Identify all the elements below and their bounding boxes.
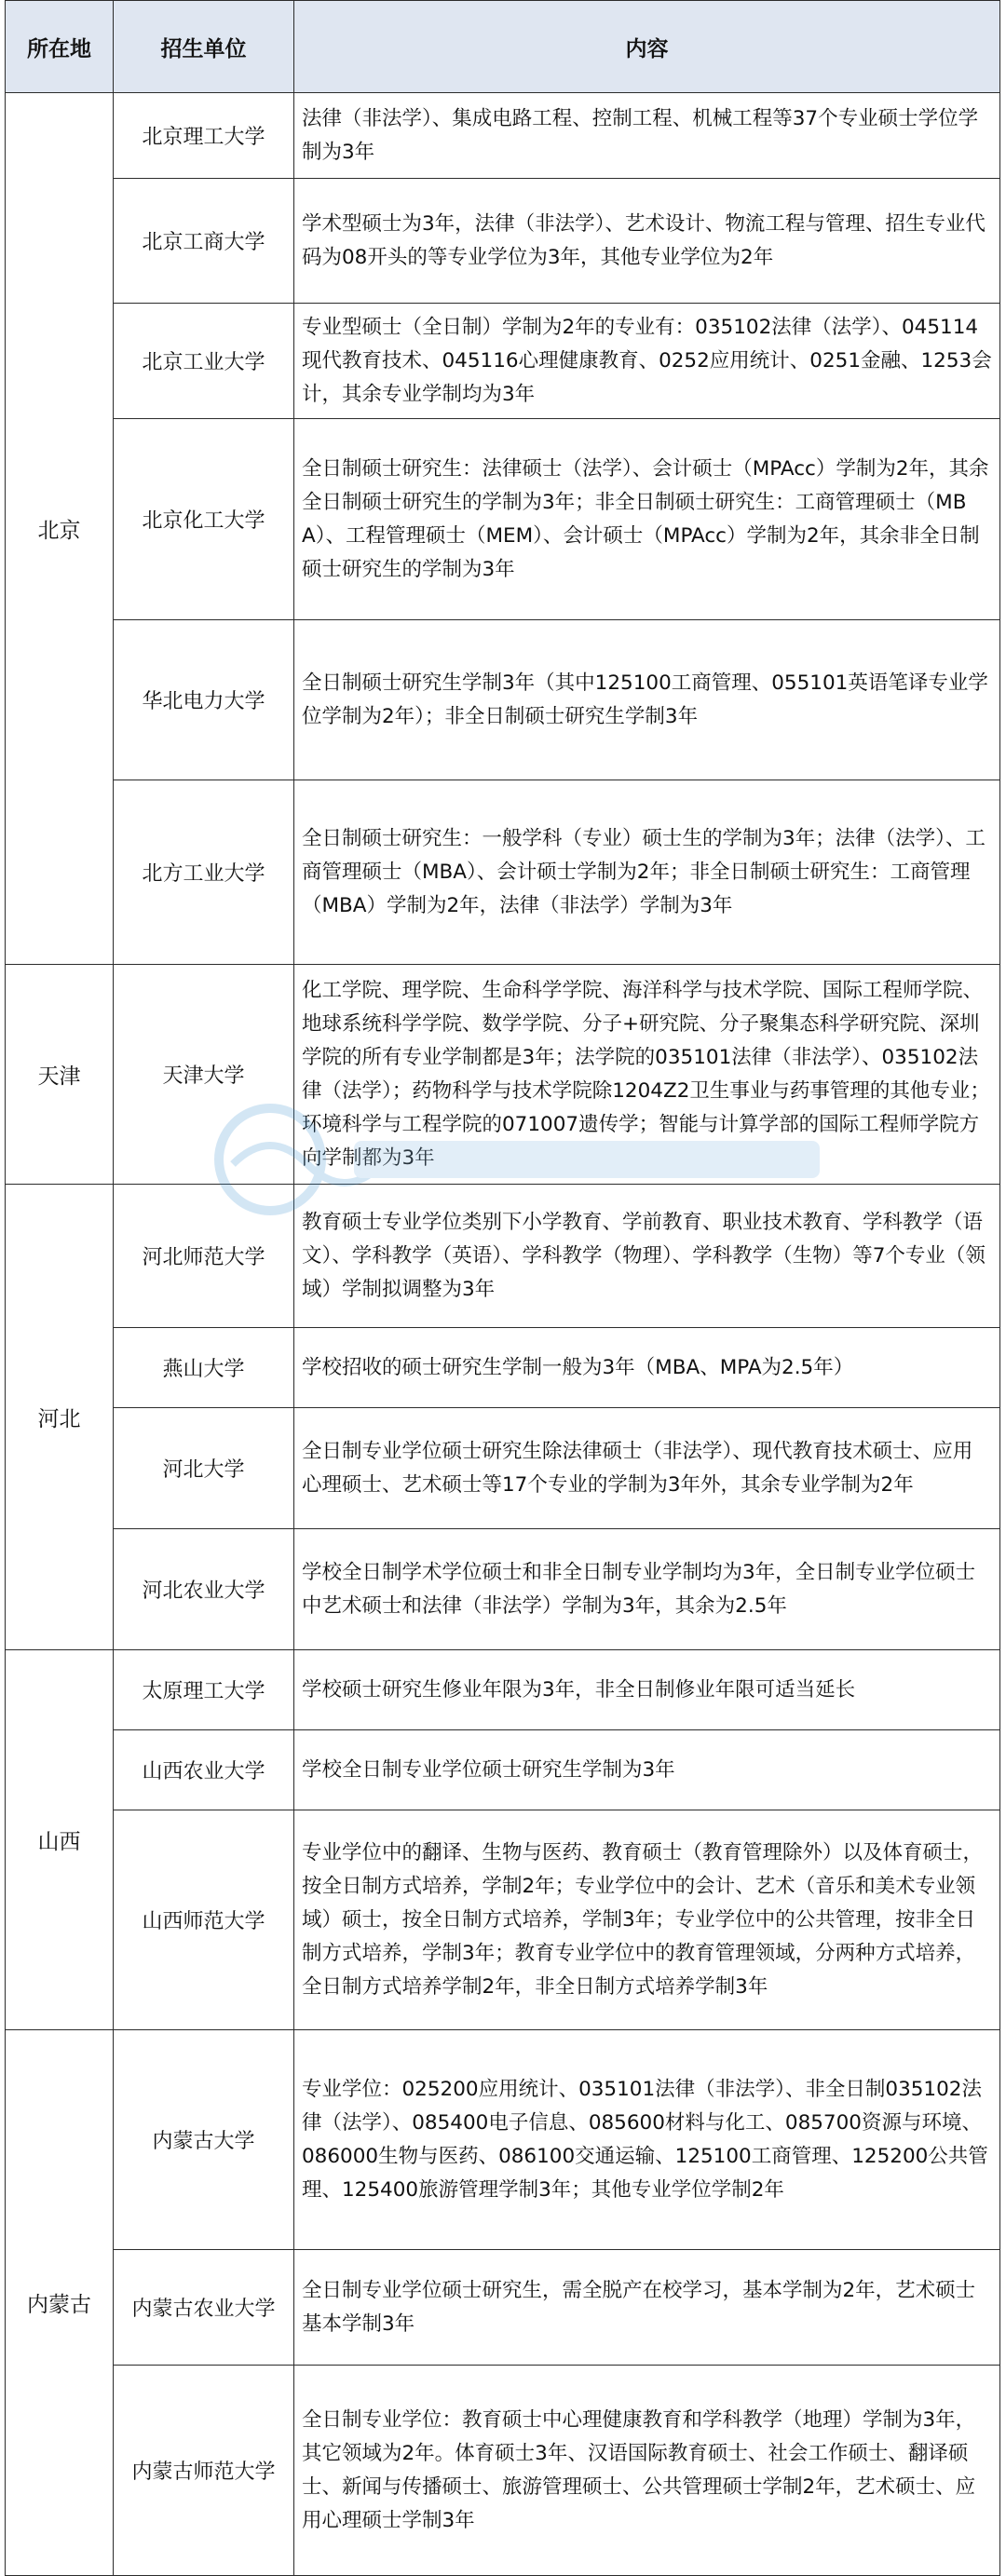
- content-cell: 全日制硕士研究生学制3年（其中125100工商管理、055101英语笔译专业学位学制为2年）；非全日制硕士研究生学制3年: [294, 620, 1000, 780]
- table-row: [6, 780, 1000, 965]
- table-row: [6, 965, 1000, 1185]
- content-cell: 学校全日制学术学位硕士和非全日制专业学制均为3年，全日制专业学位硕士中艺术硕士和法律（非法学）学制为3年，其余为2.5年: [294, 1529, 1000, 1650]
- table-row: [6, 1650, 1000, 1730]
- region-cell: 天津: [6, 965, 114, 1185]
- table-header-row: [6, 1, 1000, 93]
- content-cell: 专业学位中的翻译、生物与医药、教育硕士（教育管理除外）以及体育硕士，按全日制方式培养，学制2年；专业学位中的会计、艺术（音乐和美术专业领域）硕士，按全日制方式培养，学制3年；专业学位中的公共管理，按非全日制方式培养，学制3年；教育专业学位中的教育管理领域，分两种方式培养，全日制方式培养学制2年，非全日制方式培养学制3年: [294, 1810, 1000, 2030]
- school-cell: 北京工商大学: [114, 179, 294, 304]
- program-duration-table: [5, 0, 1000, 2576]
- school-cell: 山西师范大学: [114, 1810, 294, 2030]
- table-row: [6, 1730, 1000, 1810]
- table-row: [6, 93, 1000, 179]
- region-cell: 河北: [6, 1185, 114, 1650]
- table-row: [6, 304, 1000, 419]
- school-cell: 北方工业大学: [114, 780, 294, 965]
- content-cell: 全日制硕士研究生：法律硕士（法学）、会计硕士（MPAcc）学制为2年，其余全日制硕士研究生的学制为3年；非全日制硕士研究生：工商管理硕士（MBA）、工程管理硕士（MEM）、会计硕士（MPAcc）学制为2年，其余非全日制硕士研究生的学制为3年: [294, 419, 1000, 620]
- table-row: [6, 620, 1000, 780]
- table-row: [6, 1185, 1000, 1328]
- content-cell: 专业学位：025200应用统计、035101法律（非法学）、非全日制035102法律（法学）、085400电子信息、085600材料与化工、085700资源与环境、086000生物与医药、086100交通运输、125100工商管理、125200公共管理、125400旅游管理学制3年；其他专业学位学制2年: [294, 2030, 1000, 2250]
- header-region: 所在地: [6, 1, 114, 93]
- school-cell: 河北大学: [114, 1408, 294, 1529]
- school-cell: 太原理工大学: [114, 1650, 294, 1730]
- content-cell: 化工学院、理学院、生命科学学院、海洋科学与技术学院、国际工程师学院、地球系统科学学院、数学学院、分子+研究院、分子聚集态科学研究院、深圳学院的所有专业学制都是3年；法学院的035101法律（非法学）、035102法律（法学）；药物科学与技术学院除1204Z2卫生事业与药事管理的其他专业；环境科学与工程学院的071007遗传学；智能与计算学部的国际工程师学院方向学制都为3年: [294, 965, 1000, 1185]
- school-cell: 北京理工大学: [114, 93, 294, 179]
- table-row: [6, 2030, 1000, 2250]
- content-cell: 全日制硕士研究生：一般学科（专业）硕士生的学制为3年；法律（法学）、工商管理硕士（MBA）、会计硕士学制为2年；非全日制硕士研究生：工商管理（MBA）学制为2年，法律（非法学）学制为3年: [294, 780, 1000, 965]
- school-cell: 北京化工大学: [114, 419, 294, 620]
- region-cell: 山西: [6, 1650, 114, 2030]
- content-cell: 专业型硕士（全日制）学制为2年的专业有：035102法律（法学）、045114现代教育技术、045116心理健康教育、0252应用统计、0251金融、1253会计，其余专业学制均为3年: [294, 304, 1000, 419]
- content-cell: 全日制专业学位硕士研究生除法律硕士（非法学）、现代教育技术硕士、应用心理硕士、艺术硕士等17个专业的学制为3年外，其余专业学制为2年: [294, 1408, 1000, 1529]
- content-cell: 学校招收的硕士研究生学制一般为3年（MBA、MPA为2.5年）: [294, 1328, 1000, 1408]
- table-row: [6, 1529, 1000, 1650]
- content-cell: 法律（非法学）、集成电路工程、控制工程、机械工程等37个专业硕士学位学制为3年: [294, 93, 1000, 179]
- school-cell: 河北农业大学: [114, 1529, 294, 1650]
- school-cell: 天津大学: [114, 965, 294, 1185]
- school-cell: 内蒙古农业大学: [114, 2250, 294, 2366]
- school-cell: 北京工业大学: [114, 304, 294, 419]
- content-cell: 学校硕士研究生修业年限为3年，非全日制修业年限可适当延长: [294, 1650, 1000, 1730]
- school-cell: 河北师范大学: [114, 1185, 294, 1328]
- table-row: [6, 1408, 1000, 1529]
- table-row: [6, 2366, 1000, 2576]
- table-row: [6, 419, 1000, 620]
- school-cell: 燕山大学: [114, 1328, 294, 1408]
- region-cell: 内蒙古: [6, 2030, 114, 2576]
- school-cell: 华北电力大学: [114, 620, 294, 780]
- school-cell: 内蒙古师范大学: [114, 2366, 294, 2576]
- table-row: [6, 1810, 1000, 2030]
- content-cell: 全日制专业学位：教育硕士中心理健康教育和学科教学（地理）学制为3年，其它领域为2年。体育硕士3年、汉语国际教育硕士、社会工作硕士、翻译硕士、新闻与传播硕士、旅游管理硕士、公共管理硕士学制2年，艺术硕士、应用心理硕士学制3年: [294, 2366, 1000, 2576]
- content-cell: 学术型硕士为3年，法律（非法学）、艺术设计、物流工程与管理、招生专业代码为08开头的等专业学位为3年，其他专业学位为2年: [294, 179, 1000, 304]
- header-content: 内容: [294, 1, 1000, 93]
- school-cell: 内蒙古大学: [114, 2030, 294, 2250]
- content-cell: 教育硕士专业学位类别下小学教育、学前教育、职业技术教育、学科教学（语文）、学科教学（英语）、学科教学（物理）、学科教学（生物）等7个专业（领域）学制拟调整为3年: [294, 1185, 1000, 1328]
- region-cell: 北京: [6, 93, 114, 965]
- table-row: [6, 2250, 1000, 2366]
- table-row: [6, 1328, 1000, 1408]
- content-cell: 全日制专业学位硕士研究生，需全脱产在校学习，基本学制为2年，艺术硕士基本学制3年: [294, 2250, 1000, 2366]
- header-school: 招生单位: [114, 1, 294, 93]
- table-row: [6, 179, 1000, 304]
- content-cell: 学校全日制专业学位硕士研究生学制为3年: [294, 1730, 1000, 1810]
- school-cell: 山西农业大学: [114, 1730, 294, 1810]
